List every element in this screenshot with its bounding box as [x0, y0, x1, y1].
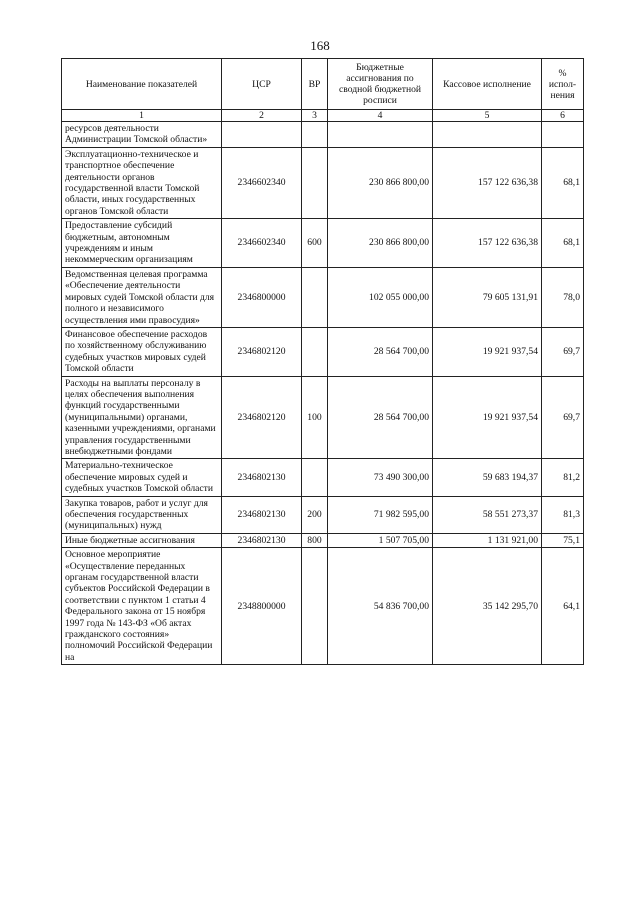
- vr-cell: 100: [302, 376, 328, 459]
- vr-cell: [302, 327, 328, 376]
- table-row: [62, 533, 584, 547]
- indicator-name-cell: Предоставление субсидий бюджетным, автономным учреждениям и иным некоммерческим организациям: [62, 219, 222, 268]
- table-row: [62, 459, 584, 496]
- table-row: [62, 219, 584, 268]
- execution-cell: 58 551 273,37: [433, 496, 542, 533]
- header-execution: Кассовое исполнение: [433, 59, 542, 110]
- budget-cell: 28 564 700,00: [328, 327, 433, 376]
- page-number: 168: [310, 38, 330, 53]
- vr-cell: [302, 459, 328, 496]
- percent-cell: 75,1: [542, 533, 584, 547]
- execution-cell: 19 921 937,54: [433, 376, 542, 459]
- column-number: 1: [62, 110, 222, 122]
- indicator-name-cell: Материально-техническое обеспечение мировых судей и судебных участков Томской области: [62, 459, 222, 496]
- percent-cell: 78,0: [542, 267, 584, 327]
- indicator-name-cell: Иные бюджетные ассигнования: [62, 533, 222, 547]
- csr-cell: 2346802130: [222, 459, 302, 496]
- table-row: [62, 122, 584, 148]
- header-name: Наименование показателей: [62, 59, 222, 110]
- table-row: [62, 267, 584, 327]
- budget-cell: 28 564 700,00: [328, 376, 433, 459]
- indicator-name-cell: Ведомственная целевая программа «Обеспечение деятельности мировых судей Томской области для полного и независимого осуществления ими правосудия»: [62, 267, 222, 327]
- table-header-row: [62, 59, 584, 110]
- percent-cell: 69,7: [542, 327, 584, 376]
- column-number: 3: [302, 110, 328, 122]
- header-csr: ЦСР: [222, 59, 302, 110]
- header-budget: Бюджетные ассигнования по сводной бюджетной росписи: [328, 59, 433, 110]
- csr-cell: 2346802120: [222, 376, 302, 459]
- execution-cell: 59 683 194,37: [433, 459, 542, 496]
- indicator-name-cell: Основное мероприятие «Осуществление переданных органам государственной власти субъектов Российской Федерации в соответствии с пунктом 1 статьи 4 Федерального закона от 15 ноября 1997 года № 143-ФЗ «Об актах гражданского состояния» полномочий Российской Федерации на: [62, 548, 222, 665]
- budget-cell: 1 507 705,00: [328, 533, 433, 547]
- budget-cell: 73 490 300,00: [328, 459, 433, 496]
- vr-cell: 800: [302, 533, 328, 547]
- budget-cell: 230 866 800,00: [328, 219, 433, 268]
- percent-cell: 69,7: [542, 376, 584, 459]
- execution-cell: 157 122 636,38: [433, 147, 542, 218]
- vr-cell: 600: [302, 219, 328, 268]
- table-row: [62, 376, 584, 459]
- budget-execution-table: [61, 58, 584, 665]
- csr-cell: 2346602340: [222, 219, 302, 268]
- csr-cell: 2346800000: [222, 267, 302, 327]
- execution-cell: 19 921 937,54: [433, 327, 542, 376]
- table-row: [62, 327, 584, 376]
- column-number: 5: [433, 110, 542, 122]
- header-percent: % испол-нения: [542, 59, 584, 110]
- percent-cell: 68,1: [542, 219, 584, 268]
- percent-cell: 68,1: [542, 147, 584, 218]
- vr-cell: [302, 122, 328, 148]
- execution-cell: 35 142 295,70: [433, 548, 542, 665]
- budget-cell: [328, 122, 433, 148]
- execution-cell: 157 122 636,38: [433, 219, 542, 268]
- csr-cell: [222, 122, 302, 148]
- budget-cell: 54 836 700,00: [328, 548, 433, 665]
- indicator-name-cell: ресурсов деятельности Администрации Томской области»: [62, 122, 222, 148]
- csr-cell: 2346802120: [222, 327, 302, 376]
- percent-cell: 81,3: [542, 496, 584, 533]
- execution-cell: 79 605 131,91: [433, 267, 542, 327]
- vr-cell: [302, 147, 328, 218]
- budget-cell: 102 055 000,00: [328, 267, 433, 327]
- header-vr: ВР: [302, 59, 328, 110]
- column-number-row: [62, 110, 584, 122]
- csr-cell: 2348800000: [222, 548, 302, 665]
- column-number: 4: [328, 110, 433, 122]
- budget-cell: 230 866 800,00: [328, 147, 433, 218]
- column-number: 2: [222, 110, 302, 122]
- indicator-name-cell: Закупка товаров, работ и услуг для обеспечения государственных (муниципальных) нужд: [62, 496, 222, 533]
- csr-cell: 2346802130: [222, 533, 302, 547]
- execution-cell: 1 131 921,00: [433, 533, 542, 547]
- percent-cell: [542, 122, 584, 148]
- vr-cell: [302, 267, 328, 327]
- percent-cell: 81,2: [542, 459, 584, 496]
- vr-cell: 200: [302, 496, 328, 533]
- csr-cell: 2346802130: [222, 496, 302, 533]
- table-row: [62, 147, 584, 218]
- indicator-name-cell: Эксплуатационно-техническое и транспортное обеспечение деятельности органов государственной власти Томской области, иных государственных органов Томской области: [62, 147, 222, 218]
- table-row: [62, 548, 584, 665]
- budget-cell: 71 982 595,00: [328, 496, 433, 533]
- column-number: 6: [542, 110, 584, 122]
- vr-cell: [302, 548, 328, 665]
- percent-cell: 64,1: [542, 548, 584, 665]
- execution-cell: [433, 122, 542, 148]
- indicator-name-cell: Финансовое обеспечение расходов по хозяйственному обслуживанию судебных участков мировых судей Томской области: [62, 327, 222, 376]
- csr-cell: 2346602340: [222, 147, 302, 218]
- table-row: [62, 496, 584, 533]
- indicator-name-cell: Расходы на выплаты персоналу в целях обеспечения выполнения функций государственными (муниципальными) органами, казенными учреждениями, органами управления государственными внебюджетными фондами: [62, 376, 222, 459]
